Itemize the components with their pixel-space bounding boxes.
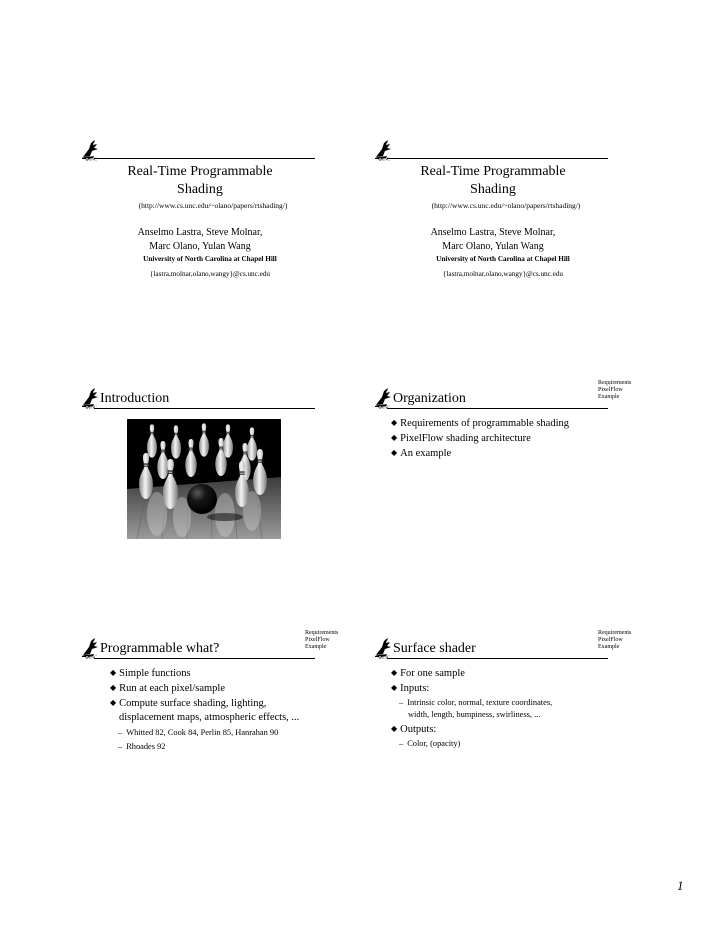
bullet-continuation: displacement maps, atmospheric effects, ... (119, 712, 300, 723)
nav-pixelflow: PixelFlow (598, 637, 623, 643)
bullet-item: ◆ Outputs: (391, 724, 437, 735)
heading-rule (387, 658, 608, 659)
sub-bullet-continuation: width, length, bumpiness, swirliness, ... (408, 710, 541, 719)
slide-surface-shader (373, 630, 643, 845)
nav-example: Example (598, 394, 620, 400)
author-emails: {lastra,molnar,olano,wangy}@cs.unc.edu (442, 270, 563, 278)
nav-requirements: Requirements (598, 380, 632, 386)
slide-title-left (80, 135, 350, 345)
slide-title-right (373, 135, 643, 345)
unc-ram-logo-icon (80, 387, 100, 409)
nav-pixelflow: PixelFlow (598, 387, 623, 393)
heading-rule (94, 408, 315, 409)
project-url: (http://www.cs.unc.edu/~olano/papers/rtshading/) (431, 201, 581, 210)
diamond-bullet-icon: ◆ (391, 668, 398, 677)
page-number: 1 (677, 878, 684, 893)
slide-programmable-what (80, 630, 350, 845)
diamond-bullet-icon: ◆ (110, 683, 117, 692)
affiliation: University of North Carolina at Chapel Hill (436, 255, 570, 263)
nav-example: Example (305, 644, 327, 650)
diamond-bullet-icon: ◆ (110, 698, 117, 707)
sub-bullet-item: – Rhoades 92 (118, 742, 166, 751)
diamond-bullet-icon: ◆ (391, 433, 398, 442)
section-nav (598, 380, 631, 401)
authors-line2: Marc Olano, Yulan Wang (442, 241, 544, 252)
slide-title-line2: Shading (470, 182, 516, 197)
diamond-bullet-icon: ◆ (391, 418, 398, 427)
bullet-item: ◆ Requirements of programmable shading (391, 418, 569, 429)
slide-title-line1: Real-Time Programmable (420, 164, 566, 179)
sub-bullet-item: – Whitted 82, Cook 84, Perlin 85, Hanrahan 90 (118, 728, 279, 737)
authors-line1: Anselmo Lastra, Steve Molnar, (137, 227, 263, 238)
bullet-item: ◆ Simple functions (110, 668, 191, 679)
bullet-item: ◆ Compute surface shading, lighting, (110, 698, 267, 709)
diamond-bullet-icon: ◆ (391, 724, 398, 733)
authors-line1: Anselmo Lastra, Steve Molnar, (430, 227, 556, 238)
heading-rule (387, 408, 608, 409)
authors-line2: Marc Olano, Yulan Wang (149, 241, 251, 252)
bowling-render-image (127, 419, 281, 539)
slide-introduction (80, 385, 350, 595)
heading-rule (94, 658, 315, 659)
bullet-item: ◆ Inputs: (391, 683, 430, 694)
section-nav (598, 630, 631, 651)
bullet-item: ◆ For one sample (391, 668, 465, 679)
author-emails: {lastra,molnar,olano,wangy}@cs.unc.edu (149, 270, 270, 278)
sub-bullet-item: – Color, (opacity) (399, 739, 461, 748)
unc-ram-logo-icon (373, 637, 393, 659)
slide-heading: Surface shader (393, 641, 476, 656)
sub-bullet-item: – Intrinsic color, normal, texture coordinates, (399, 698, 553, 707)
project-url: (http://www.cs.unc.edu/~olano/papers/rtshading/) (138, 201, 288, 210)
bullet-item: ◆ Run at each pixel/sample (110, 683, 225, 694)
title-rule (387, 158, 608, 159)
unc-ram-logo-icon (373, 387, 393, 409)
bullet-item: ◆ PixelFlow shading architecture (391, 433, 531, 444)
nav-requirements: Requirements (305, 630, 339, 636)
slide-heading: Organization (393, 391, 466, 406)
diamond-bullet-icon: ◆ (391, 683, 398, 692)
section-nav (305, 630, 338, 651)
nav-pixelflow: PixelFlow (305, 637, 330, 643)
bullet-item: ◆ An example (391, 448, 452, 459)
slide-title-line2: Shading (177, 182, 223, 197)
unc-ram-logo-icon (80, 637, 100, 659)
slide-heading: Introduction (100, 391, 170, 406)
nav-example: Example (598, 644, 620, 650)
affiliation: University of North Carolina at Chapel Hill (143, 255, 277, 263)
diamond-bullet-icon: ◆ (110, 668, 117, 677)
title-rule (94, 158, 315, 159)
slide-organization (373, 380, 643, 595)
slide-title-line1: Real-Time Programmable (127, 164, 273, 179)
diamond-bullet-icon: ◆ (391, 448, 398, 457)
nav-requirements: Requirements (598, 630, 632, 636)
slide-heading: Programmable what? (100, 641, 220, 656)
